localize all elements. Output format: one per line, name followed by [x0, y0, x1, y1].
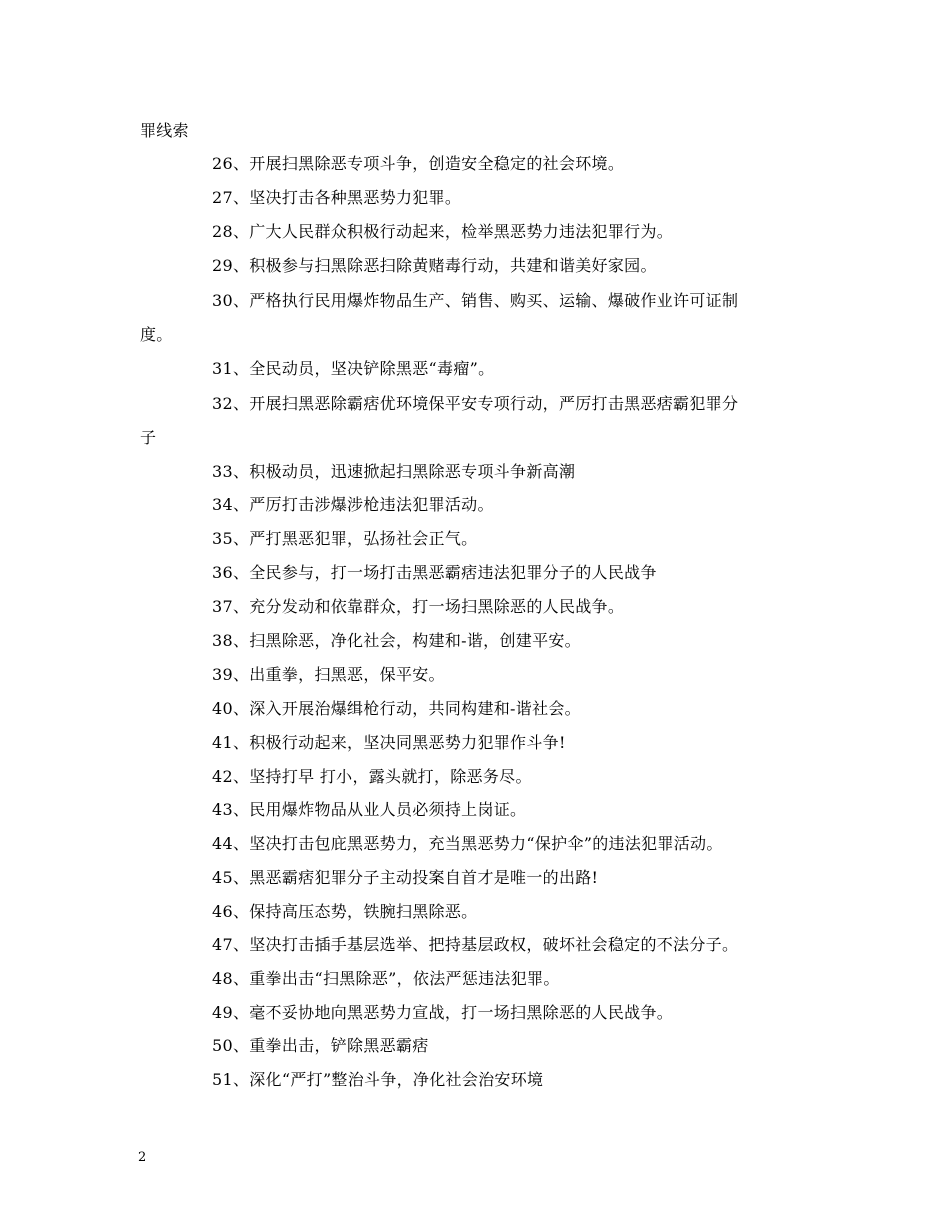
list-item: 30、严格执行民用爆炸物品生产、销售、购买、运输、爆破作业许可证制	[212, 291, 739, 310]
page-number: 2	[138, 1150, 147, 1165]
list-item: 45、黑恶霸痞犯罪分子主动投案自首才是唯一的出路!	[212, 868, 599, 887]
list-item: 39、出重拳，扫黑恶，保平安。	[212, 665, 445, 684]
list-item: 35、严打黑恶犯罪，弘扬社会正气。	[212, 529, 478, 548]
list-item: 37、充分发动和依靠群众，打一场扫黑除恶的人民战争。	[212, 597, 625, 616]
text-line: 子	[140, 428, 157, 447]
list-item: 36、全民参与，打一场打击黑恶霸痞违法犯罪分子的人民战争	[212, 563, 657, 582]
list-item: 29、积极参与扫黑除恶扫除黄赌毒行动，共建和谐美好家园。	[212, 256, 657, 275]
list-item: 43、民用爆炸物品从业人员必须持上岗证。	[212, 800, 527, 819]
list-item: 42、坚持打早 打小，露头就打，除恶务尽。	[212, 767, 532, 786]
list-item: 46、保持高压态势，铁腕扫黑除恶。	[212, 902, 478, 921]
list-item: 26、开展扫黑除恶专项斗争，创造安全稳定的社会环境。	[212, 154, 625, 173]
list-item: 33、积极动员，迅速掀起扫黑除恶专项斗争新高潮	[212, 462, 576, 481]
list-item: 44、坚决打击包庇黑恶势力，充当黑恶势力“保护伞”的违法犯罪活动。	[212, 834, 723, 853]
list-item: 41、积极行动起来，坚决同黑恶势力犯罪作斗争!	[212, 733, 566, 752]
list-item: 40、深入开展治爆缉枪行动，共同构建和-谐社会。	[212, 699, 581, 718]
list-item: 48、重拳出击“扫黑除恶”，依法严惩违法犯罪。	[212, 969, 560, 988]
list-item: 32、开展扫黑恶除霸痞优环境保平安专项行动，严厉打击黑恶痞霸犯罪分	[212, 394, 739, 413]
list-item: 38、扫黑除恶，净化社会，构建和-谐，创建平安。	[212, 631, 581, 650]
list-item: 49、毫不妥协地向黑恶势力宣战，打一场扫黑除恶的人民战争。	[212, 1003, 674, 1022]
list-item: 27、坚决打击各种黑恶势力犯罪。	[212, 188, 462, 207]
text-line: 罪线索	[140, 121, 189, 140]
list-item: 31、全民动员，坚决铲除黑恶“毒瘤”。	[212, 359, 495, 378]
list-item: 34、严厉打击涉爆涉枪违法犯罪活动。	[212, 495, 494, 514]
list-item: 28、广大人民群众积极行动起来，检举黑恶势力违法犯罪行为。	[212, 222, 674, 241]
list-item: 47、坚决打击插手基层选举、把持基层政权，破坏社会稳定的不法分子。	[212, 935, 739, 954]
list-item: 50、重拳出击，铲除黑恶霸痞	[212, 1036, 429, 1055]
list-item: 51、深化“严打”整治斗争，净化社会治安环境	[212, 1070, 544, 1089]
text-line: 度。	[140, 325, 173, 344]
